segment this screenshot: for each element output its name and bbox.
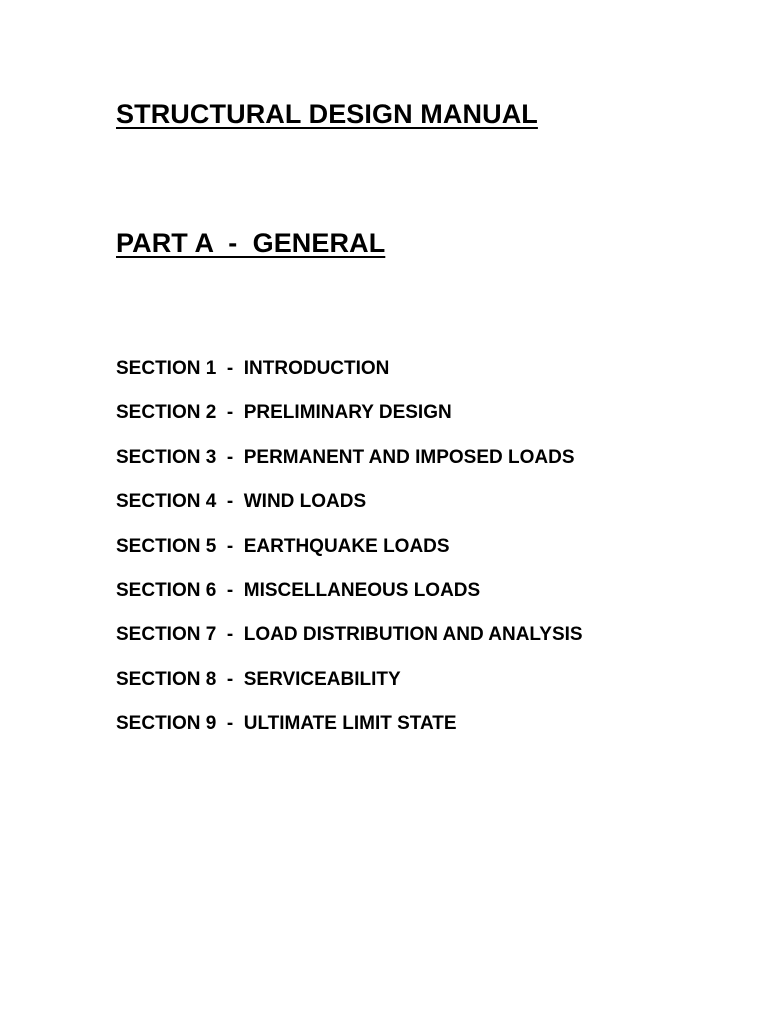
section-item-5: SECTION 5 - EARTHQUAKE LOADS (116, 535, 450, 557)
part-heading: PART A - GENERAL (116, 228, 386, 258)
section-item-1: SECTION 1 - INTRODUCTION (116, 358, 390, 379)
section-item-7: SECTION 7 - LOAD DISTRIBUTION AND ANALYSIS (116, 624, 583, 646)
section-item-3: SECTION 3 - PERMANENT AND IMPOSED LOADS (116, 446, 575, 468)
section-list (116, 356, 583, 756)
section-item-6: SECTION 6 - MISCELLANEOUS LOADS (116, 579, 481, 601)
document-title: STRUCTURAL DESIGN MANUAL (116, 99, 538, 129)
section-item-9: SECTION 9 - ULTIMATE LIMIT STATE (116, 713, 457, 735)
section-item-4: SECTION 4 - WIND LOADS (116, 491, 367, 513)
section-item-2: SECTION 2 - PRELIMINARY DESIGN (116, 402, 452, 424)
section-item-8: SECTION 8 - SERVICEABILITY (116, 668, 401, 690)
